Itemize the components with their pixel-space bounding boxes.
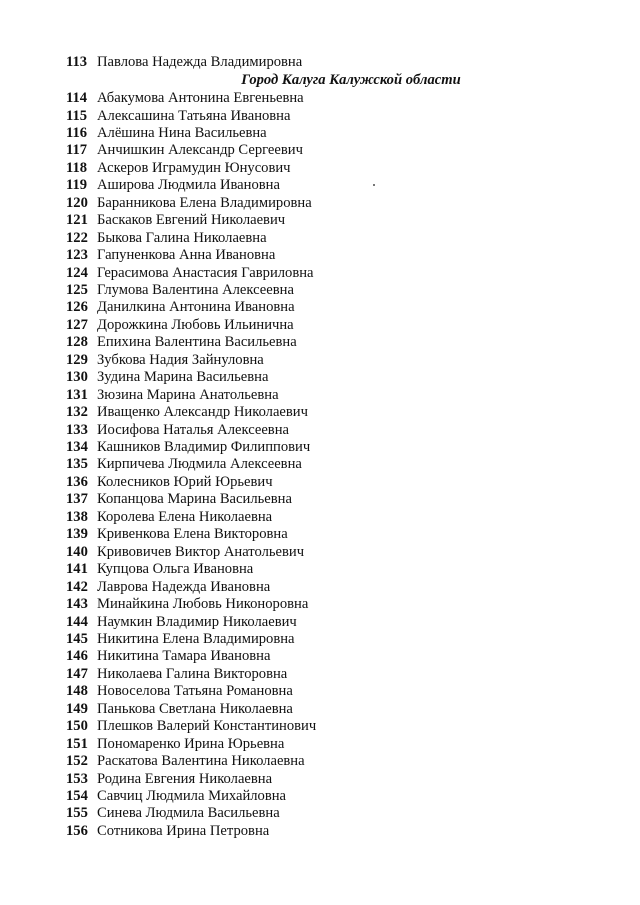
list-item bbox=[66, 544, 304, 561]
list-item bbox=[66, 142, 303, 159]
list-item bbox=[66, 299, 295, 316]
list-item bbox=[66, 108, 290, 125]
list-item bbox=[66, 54, 302, 71]
list-item bbox=[66, 404, 308, 421]
entry-name: Панькова Светлана Николаевна bbox=[97, 700, 293, 717]
list-item bbox=[66, 317, 294, 334]
entry-number: 126 bbox=[66, 299, 88, 316]
list-item bbox=[66, 439, 310, 456]
list-item bbox=[66, 474, 273, 491]
entry-name: Наумкин Владимир Николаевич bbox=[97, 613, 297, 630]
entry-number: 114 bbox=[66, 90, 88, 106]
entry-number: 118 bbox=[66, 159, 88, 176]
entry-number: 128 bbox=[66, 334, 88, 351]
entry-number: 131 bbox=[66, 386, 88, 403]
entry-number: 151 bbox=[66, 735, 88, 752]
list-item bbox=[66, 666, 287, 683]
list-item bbox=[66, 195, 312, 212]
entry-number: 146 bbox=[66, 648, 88, 665]
list-item bbox=[66, 509, 272, 526]
entry-number: 132 bbox=[66, 404, 88, 421]
list-item bbox=[66, 334, 297, 351]
entry-name: Баскаков Евгений Николаевич bbox=[97, 212, 286, 229]
entry-name: Кривовичев Виктор Анатольевич bbox=[97, 543, 305, 560]
entry-name: Зудина Марина Васильевна bbox=[97, 369, 269, 386]
entry-number: 134 bbox=[66, 439, 88, 455]
list-item bbox=[66, 125, 267, 142]
entry-name: Абакумова Антонина Евгеньевна bbox=[97, 90, 304, 106]
entry-number: 135 bbox=[66, 456, 88, 473]
list-item bbox=[66, 352, 264, 369]
list-item bbox=[66, 579, 270, 596]
entry-name: Герасимова Анастасия Гавриловна bbox=[97, 264, 314, 281]
entry-number: 137 bbox=[66, 491, 88, 508]
entry-name: Гапуненкова Анна Ивановна bbox=[97, 247, 276, 263]
entry-name: Синева Людмила Васильевна bbox=[97, 805, 280, 822]
entry-name: Лаврова Надежда Ивановна bbox=[97, 578, 271, 595]
entry-number: 122 bbox=[66, 229, 88, 246]
entry-number: 125 bbox=[66, 281, 88, 298]
list-item bbox=[66, 212, 285, 229]
list-item bbox=[66, 614, 297, 631]
entry-number: 147 bbox=[66, 665, 88, 682]
entry-number: 120 bbox=[66, 194, 88, 211]
entry-name: Кашников Владимир Филиппович bbox=[97, 439, 311, 455]
entry-name: Купцова Ольга Ивановна bbox=[97, 561, 254, 578]
list-item bbox=[66, 683, 293, 700]
entry-name: Глумова Валентина Алексеевна bbox=[97, 281, 294, 298]
entry-name: Аскеров Играмудин Юнусович bbox=[97, 159, 291, 176]
entry-number: 148 bbox=[66, 683, 88, 700]
entry-number: 119 bbox=[66, 177, 88, 194]
entry-name: Аширова Людмила Ивановна bbox=[97, 177, 280, 194]
entry-name: Минайкина Любовь Никоноровна bbox=[97, 596, 309, 612]
entry-number: 123 bbox=[66, 247, 88, 263]
entry-name: Пономаренко Ирина Юрьевна bbox=[97, 735, 285, 752]
entry-number: 152 bbox=[66, 753, 88, 770]
entry-name: Алёшина Нина Васильевна bbox=[97, 124, 267, 141]
entry-number: 140 bbox=[66, 543, 88, 560]
entry-name: Быкова Галина Николаевна bbox=[97, 229, 267, 246]
entry-name: Родина Евгения Николаевна bbox=[97, 770, 273, 787]
entry-number: 156 bbox=[66, 822, 88, 839]
list-item bbox=[66, 648, 270, 665]
entry-number: 138 bbox=[66, 508, 88, 525]
entry-number: 113 bbox=[66, 54, 88, 70]
list-item bbox=[66, 265, 314, 282]
entry-number: 127 bbox=[66, 316, 88, 333]
entry-number: 150 bbox=[66, 718, 88, 735]
entry-name: Данилкина Антонина Ивановна bbox=[97, 299, 295, 316]
list-item bbox=[66, 771, 272, 788]
entry-name: Кривенкова Елена Викторовна bbox=[97, 526, 288, 543]
entry-name: Новоселова Татьяна Романовна bbox=[97, 683, 293, 700]
list-item bbox=[66, 160, 291, 177]
entry-number: 145 bbox=[66, 630, 88, 647]
entry-name: Колесников Юрий Юрьевич bbox=[97, 473, 273, 490]
entry-name: Копанцова Марина Васильевна bbox=[97, 491, 292, 508]
entry-name: Зюзина Марина Анатольевна bbox=[97, 386, 279, 403]
entry-number: 117 bbox=[66, 142, 88, 159]
entry-name: Никитина Елена Владимировна bbox=[97, 630, 295, 647]
list-item bbox=[66, 282, 294, 299]
entry-name: Сотникова Ирина Петровна bbox=[97, 822, 270, 839]
entry-name: Николаева Галина Викторовна bbox=[97, 665, 288, 682]
entry-name: Кирпичева Людмила Алексеевна bbox=[97, 456, 302, 473]
list-item bbox=[66, 823, 269, 840]
entry-name: Анчишкин Александр Сергеевич bbox=[97, 142, 303, 159]
scan-speck bbox=[373, 184, 375, 186]
list-item bbox=[66, 753, 305, 770]
entry-number: 144 bbox=[66, 613, 88, 630]
entry-number: 130 bbox=[66, 369, 88, 386]
entry-number: 133 bbox=[66, 421, 88, 438]
entry-name: Никитина Тамара Ивановна bbox=[97, 648, 271, 665]
entry-number: 142 bbox=[66, 578, 88, 595]
entry-number: 124 bbox=[66, 264, 88, 281]
entry-number: 139 bbox=[66, 526, 88, 543]
entry-number: 129 bbox=[66, 351, 88, 368]
entry-number: 149 bbox=[66, 700, 88, 717]
entry-name: Павлова Надежда Владимировна bbox=[97, 54, 303, 70]
list-item bbox=[66, 177, 280, 194]
section-heading: Город Калуга Калужской области bbox=[241, 72, 461, 88]
entry-name: Иващенко Александр Николаевич bbox=[97, 404, 308, 421]
list-item bbox=[66, 369, 268, 386]
entry-number: 141 bbox=[66, 561, 88, 578]
entry-name: Савчиц Людмила Михайловна bbox=[97, 788, 287, 804]
list-item bbox=[66, 561, 253, 578]
entry-number: 143 bbox=[66, 596, 88, 612]
entry-number: 121 bbox=[66, 212, 88, 229]
entry-name: Плешков Валерий Константинович bbox=[97, 718, 317, 735]
entry-name: Зубкова Надия Зайнуловна bbox=[97, 351, 264, 368]
entry-name: Королева Елена Николаевна bbox=[97, 508, 273, 525]
list-item bbox=[66, 387, 279, 404]
entry-name: Иосифова Наталья Алексеевна bbox=[97, 421, 289, 438]
list-item bbox=[66, 526, 288, 543]
entry-number: 154 bbox=[66, 788, 88, 804]
list-item bbox=[66, 247, 275, 264]
entry-name: Раскатова Валентина Николаевна bbox=[97, 753, 305, 770]
entry-name: Баранникова Елена Владимировна bbox=[97, 194, 312, 211]
entry-number: 136 bbox=[66, 473, 88, 490]
list-item bbox=[66, 788, 286, 805]
list-item bbox=[66, 422, 289, 439]
entry-name: Алексашина Татьяна Ивановна bbox=[97, 107, 291, 124]
list-item bbox=[66, 701, 293, 718]
list-item bbox=[66, 736, 284, 753]
list-item bbox=[66, 90, 304, 107]
list-item bbox=[66, 456, 302, 473]
list-item bbox=[66, 596, 308, 613]
list-item bbox=[66, 805, 280, 822]
list-item bbox=[66, 230, 267, 247]
list-item bbox=[66, 718, 316, 735]
entry-number: 153 bbox=[66, 770, 88, 787]
list-item bbox=[66, 631, 295, 648]
entry-name: Дорожкина Любовь Ильинична bbox=[97, 316, 294, 333]
entry-number: 116 bbox=[66, 124, 88, 141]
entry-number: 155 bbox=[66, 805, 88, 822]
list-item bbox=[66, 491, 292, 508]
entry-number: 115 bbox=[66, 107, 88, 124]
entry-name: Епихина Валентина Васильевна bbox=[97, 334, 297, 351]
